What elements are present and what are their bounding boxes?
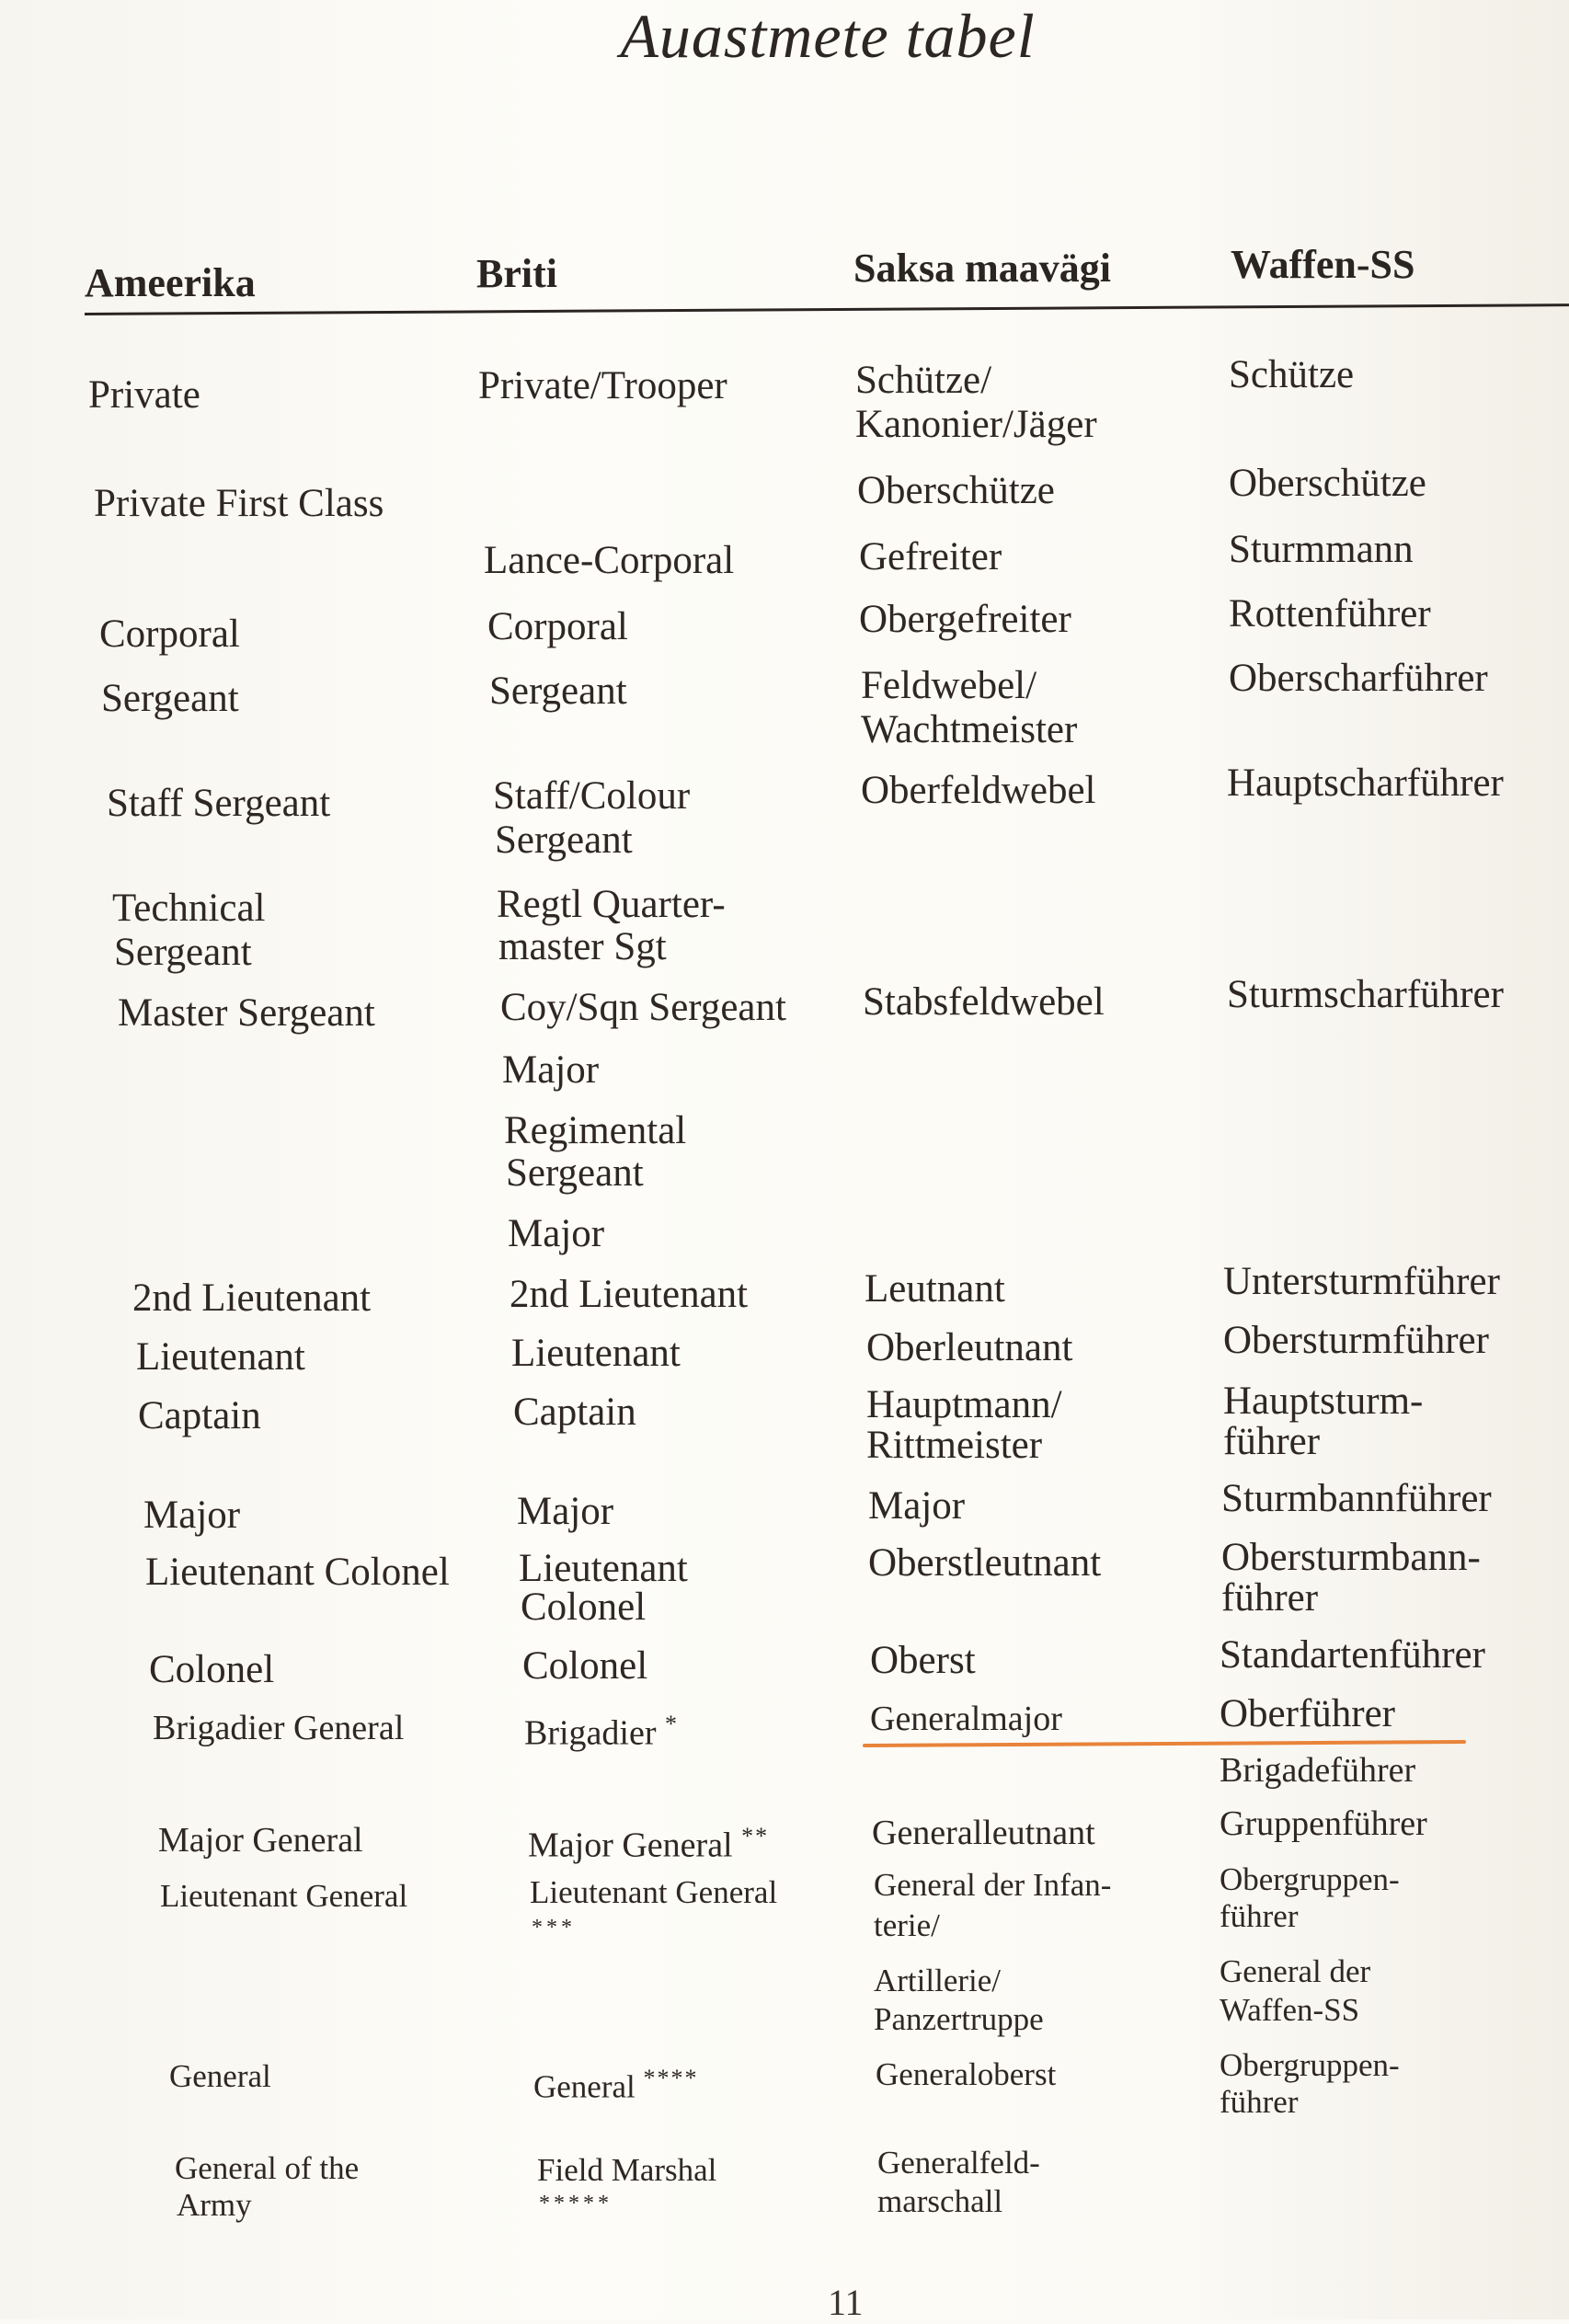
cell-br-field-marshal-stars: ***** bbox=[539, 2192, 613, 2215]
cell-ss-standartenfuhrer: Standartenführer bbox=[1220, 1633, 1485, 1677]
cell-br-general bbox=[533, 2060, 699, 2106]
cell-am-master-sergeant: Master Sergeant bbox=[118, 991, 375, 1035]
cell-br-coy-sqn-sergeant: Coy/Sqn Sergeant bbox=[500, 986, 786, 1029]
cell-br-general-label: General bbox=[533, 2068, 636, 2105]
cell-ss-sturmscharfuhrer: Sturmscharführer bbox=[1227, 973, 1504, 1016]
cell-br-master-sgt: master Sgt bbox=[498, 925, 667, 968]
cell-de-kanonier-jager: Kanonier/Jäger bbox=[855, 403, 1097, 446]
cell-de-oberstleutnant: Oberstleutnant bbox=[868, 1541, 1102, 1585]
header-rule bbox=[85, 303, 1569, 315]
cell-de-artillerie: Artillerie/ bbox=[874, 1963, 1002, 1998]
cell-br-regtl-quarter: Regtl Quarter- bbox=[497, 883, 726, 926]
cell-ss-waffen-ss: Waffen-SS bbox=[1220, 1992, 1360, 2028]
cell-br-regimental-major: Major bbox=[508, 1212, 605, 1255]
cell-de-marschall: marschall bbox=[877, 2183, 1003, 2219]
cell-br-captain: Captain bbox=[513, 1391, 636, 1434]
cell-de-generalleutnant: Generalleutnant bbox=[872, 1814, 1095, 1852]
cell-am-lieutenant-general: Lieutenant General bbox=[160, 1878, 408, 1914]
cell-am-captain: Captain bbox=[138, 1394, 261, 1437]
cell-br-coy-sqn-major: Major bbox=[502, 1048, 600, 1092]
cell-am-technical: Technical bbox=[112, 887, 266, 930]
cell-am-general-of-the: General of the bbox=[175, 2150, 360, 2186]
cell-am-colonel: Colonel bbox=[149, 1648, 275, 1691]
cell-am-technical-sergeant: Sergeant bbox=[114, 931, 252, 974]
header-british: Briti bbox=[476, 251, 557, 296]
cell-am-private-first-class: Private First Class bbox=[94, 482, 384, 525]
cell-ss-gruppenfuhrer: Gruppenführer bbox=[1220, 1804, 1427, 1843]
cell-ss-obergruppen: Obergruppen- bbox=[1220, 1861, 1400, 1897]
cell-de-hauptmann: Hauptmann/ bbox=[866, 1383, 1062, 1426]
cell-ss-brigadefuhrer: Brigadeführer bbox=[1220, 1751, 1416, 1790]
cell-br-colonel: Colonel bbox=[522, 1644, 648, 1688]
cell-br-brigadier bbox=[524, 1705, 679, 1753]
cell-ss-obersturmbann: Obersturmbann- bbox=[1221, 1536, 1481, 1579]
cell-br-private-trooper: Private/Trooper bbox=[478, 364, 727, 407]
cell-am-staff-sergeant: Staff Sergeant bbox=[107, 782, 331, 825]
cell-am-2nd-lieutenant: 2nd Lieutenant bbox=[132, 1276, 372, 1320]
cell-br-staff-colour-sergeant: Sergeant bbox=[495, 819, 633, 862]
cell-br-lieutenant: Lieutenant bbox=[519, 1547, 688, 1590]
cell-ss-obersturmfuhrer: Obersturmführer bbox=[1223, 1319, 1489, 1362]
cell-br-field-marshal: Field Marshal bbox=[537, 2152, 717, 2188]
cell-ss-sturmbannfuhrer: Sturmbannführer bbox=[1221, 1477, 1492, 1520]
cell-am-brigadier-general: Brigadier General bbox=[153, 1709, 405, 1747]
cell-de-gefreiter: Gefreiter bbox=[859, 535, 1002, 578]
cell-ss-oberschutze: Oberschütze bbox=[1229, 462, 1426, 505]
page-title: Auastmete tabel bbox=[620, 1, 1036, 71]
cell-ss-general-der: General der bbox=[1220, 1953, 1371, 1989]
header-american: Ameerika bbox=[85, 260, 256, 305]
cell-de-terie: terie/ bbox=[874, 1907, 940, 1943]
cell-de-stabsfeldwebel: Stabsfeldwebel bbox=[863, 980, 1105, 1024]
cell-de-oberleutnant: Oberleutnant bbox=[866, 1326, 1073, 1369]
cell-de-oberfeldwebel: Oberfeldwebel bbox=[861, 769, 1096, 812]
cell-de-generaloberst: Generaloberst bbox=[876, 2056, 1057, 2092]
cell-ss-hauptsturm: Hauptsturm- bbox=[1223, 1380, 1424, 1423]
cell-br-major-general bbox=[528, 1817, 769, 1865]
cell-de-obergefreiter: Obergefreiter bbox=[859, 598, 1071, 641]
cell-am-corporal: Corporal bbox=[99, 612, 240, 656]
cell-br-lieutenant-colonel: Colonel bbox=[521, 1586, 647, 1629]
cell-de-leutnant: Leutnant bbox=[865, 1267, 1005, 1311]
cell-br-lieutenant: Lieutenant bbox=[511, 1332, 681, 1375]
cell-ss-hauptscharfuhrer: Hauptscharführer bbox=[1227, 761, 1504, 805]
header-german-army: Saksa maavägi bbox=[853, 246, 1111, 291]
orange-underline-mark bbox=[863, 1740, 1466, 1747]
cell-de-general-der-infanterie: General der Infan- bbox=[874, 1867, 1112, 1903]
cell-br-staff-colour: Staff/Colour bbox=[493, 774, 691, 818]
cell-de-generalfeld: Generalfeld- bbox=[877, 2145, 1040, 2181]
cell-ss-schutze: Schütze bbox=[1229, 353, 1355, 396]
cell-de-oberst: Oberst bbox=[870, 1639, 976, 1682]
cell-br-regimental: Regimental bbox=[504, 1109, 687, 1152]
cell-am-general: General bbox=[169, 2058, 271, 2094]
page-number: 11 bbox=[828, 2282, 864, 2323]
cell-br-major-general-stars: ** bbox=[741, 1823, 770, 1849]
cell-de-panzertruppe: Panzertruppe bbox=[874, 2001, 1044, 2037]
cell-br-corporal: Corporal bbox=[487, 605, 628, 648]
cell-br-regimental-sergeant: Sergeant bbox=[506, 1151, 644, 1195]
cell-br-major: Major bbox=[517, 1490, 614, 1533]
cell-ss-rottenfuhrer: Rottenführer bbox=[1229, 592, 1431, 635]
cell-de-major: Major bbox=[868, 1484, 966, 1528]
cell-br-lieutenant-general: Lieutenant General bbox=[530, 1874, 778, 1910]
cell-br-sergeant: Sergeant bbox=[489, 670, 627, 713]
cell-br-brigadier-label: Brigadier bbox=[524, 1713, 657, 1753]
cell-de-rittmeister: Rittmeister bbox=[866, 1424, 1043, 1467]
cell-de-generalmajor: Generalmajor bbox=[870, 1700, 1062, 1738]
cell-am-lieutenant: Lieutenant bbox=[136, 1335, 305, 1379]
cell-am-major: Major bbox=[143, 1494, 241, 1537]
cell-de-oberschutze: Oberschütze bbox=[857, 469, 1055, 512]
cell-am-major-general: Major General bbox=[158, 1821, 363, 1860]
cell-am-army: Army bbox=[177, 2187, 252, 2223]
cell-de-wachtmeister: Wachtmeister bbox=[861, 708, 1078, 751]
cell-am-sergeant: Sergeant bbox=[101, 677, 239, 720]
cell-br-lieutenant-general-stars: *** bbox=[532, 1916, 576, 1940]
header-waffen-ss: Waffen-SS bbox=[1231, 242, 1415, 287]
cell-ss-oberscharfuhrer: Oberscharführer bbox=[1229, 657, 1488, 700]
cell-ss-obersturmbann-fuhrer: führer bbox=[1221, 1576, 1319, 1620]
cell-ss-oberfuhrer: Oberführer bbox=[1220, 1692, 1396, 1735]
cell-br-2nd-lieutenant: 2nd Lieutenant bbox=[510, 1273, 749, 1316]
cell-br-lance-corporal: Lance-Corporal bbox=[484, 539, 735, 582]
cell-br-general-stars: **** bbox=[643, 2065, 699, 2091]
cell-br-brigadier-stars: * bbox=[665, 1711, 680, 1737]
cell-ss-obergruppen-fuhrer-2: führer bbox=[1220, 2084, 1299, 2120]
cell-de-schutze: Schütze/ bbox=[855, 359, 992, 402]
cell-ss-obergruppen-fuhrer: führer bbox=[1220, 1898, 1299, 1934]
cell-ss-hauptsturm-fuhrer: führer bbox=[1223, 1420, 1321, 1463]
cell-br-major-general-label: Major General bbox=[528, 1826, 733, 1865]
cell-am-lieutenant-colonel: Lieutenant Colonel bbox=[145, 1551, 450, 1594]
cell-ss-obergruppen-2: Obergruppen- bbox=[1220, 2047, 1400, 2083]
cell-ss-untersturmfuhrer: Untersturmführer bbox=[1223, 1260, 1500, 1303]
cell-de-feldwebel: Feldwebel/ bbox=[861, 664, 1037, 707]
cell-am-private: Private bbox=[88, 373, 200, 417]
cell-ss-sturmmann: Sturmmann bbox=[1229, 528, 1414, 571]
